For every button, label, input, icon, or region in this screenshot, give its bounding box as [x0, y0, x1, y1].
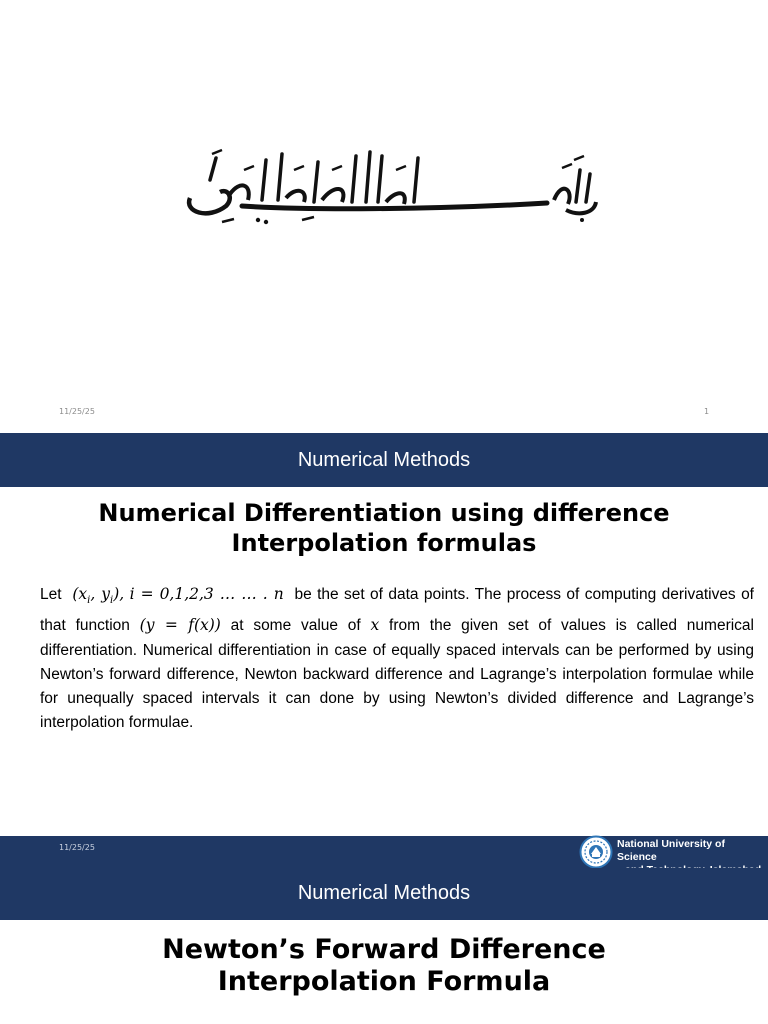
paragraph-text: from the given set of values is called numerical differentiation. Numerical differentiation in case of equally spaced intervals can be performed by using Newton’s forward difference, Newton backward difference and Lagrange’s interpolation formulae while for unequally spaced intervals it can done by using Newton’s divided difference and Lagrange’s interpolation formulae.: [40, 617, 754, 732]
paragraph-text: Let: [40, 586, 62, 603]
institution-line-1: National University of Science: [617, 838, 725, 863]
math-function: (y = f(x)): [139, 616, 221, 635]
slide-2-heading-line-2: Interpolation formulas: [231, 529, 537, 557]
slide-3-heading-line-2: Interpolation Formula: [217, 966, 551, 997]
slide-2-paragraph: [40, 582, 754, 735]
paragraph-text: be the set of data points. The process of computing derivatives of that function: [40, 586, 754, 635]
math-data-points: ($x_i$, $y_i$),: [72, 585, 125, 607]
slide-1: [0, 0, 768, 432]
paragraph-text: at some value of: [230, 617, 361, 635]
slide-2-bar-title: Numerical Methods: [297, 449, 471, 471]
slide-1-date: 11/25/25: [59, 407, 95, 416]
slide-3-bar-title: Numerical Methods: [297, 882, 471, 904]
slide-3-heading: [40, 934, 728, 998]
bismillah-calligraphy: [182, 140, 602, 236]
math-index-range: i = 0,1,2,3 … … . n: [129, 585, 284, 603]
slide-3-date: 11/25/25: [59, 843, 95, 852]
slide-2-heading-line-1: Numerical Differentiation using difference: [98, 499, 670, 527]
nust-logo-icon: [579, 835, 613, 869]
slide-2-heading: [40, 498, 728, 558]
slide-1-page-number: 1: [704, 407, 710, 416]
slide-3-heading-line-1: Newton’s Forward Difference: [162, 934, 606, 965]
math-variable-x: x: [370, 616, 380, 635]
